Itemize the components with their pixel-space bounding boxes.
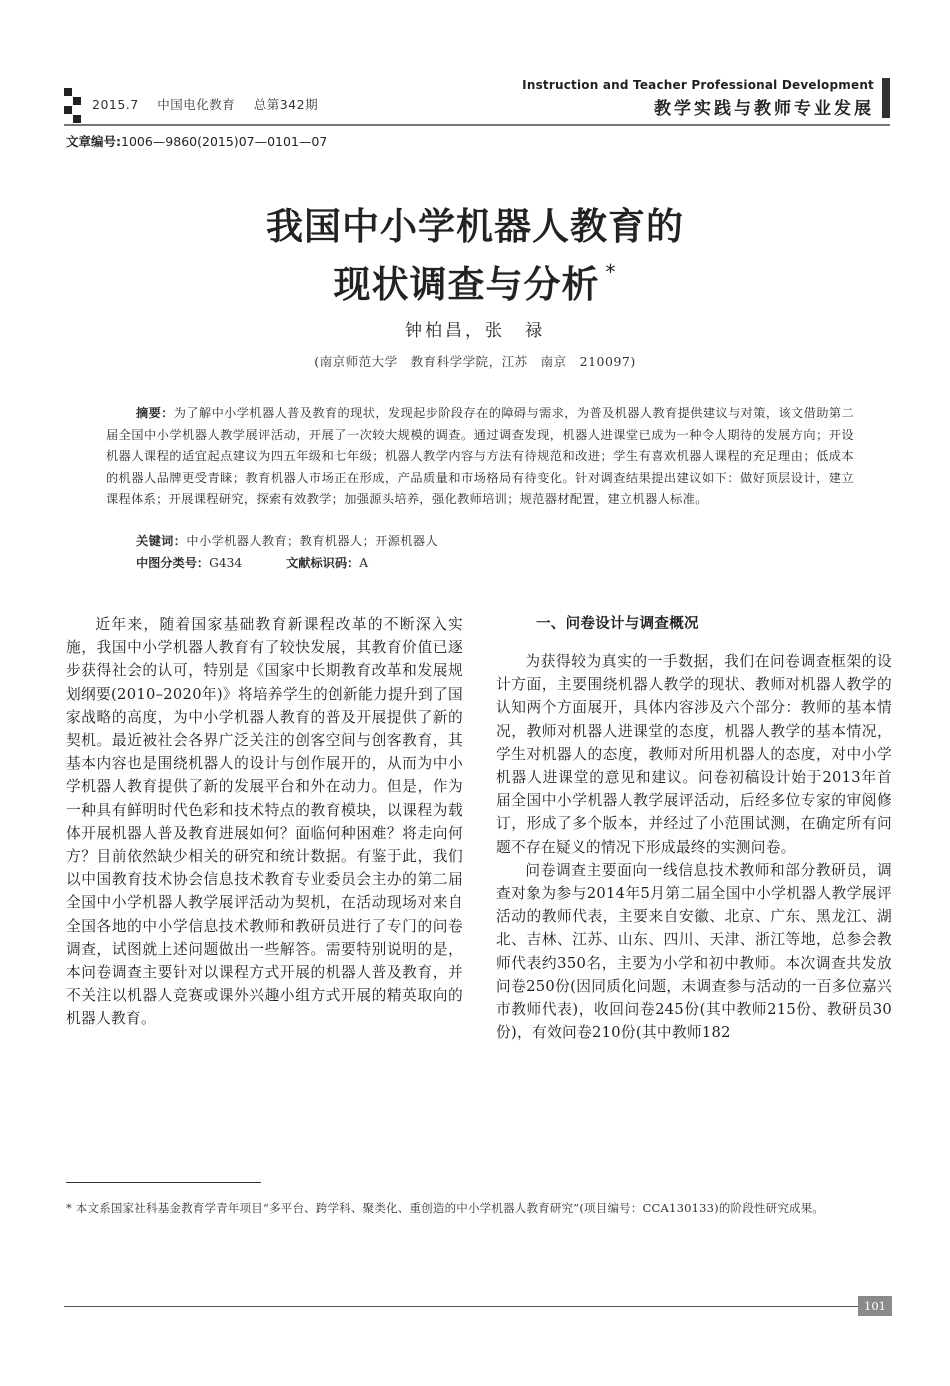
- title-footnote-marker: *: [605, 260, 617, 284]
- abstract-text: 为了解中小学机器人普及教育的现状，发现起步阶段存在的障碍与需求，为普及机器人教育提供建议与对策，该文借助第二届全国中小学机器人教学展评活动，开展了一次较大规模的调查。通过调查发现，机器人进课堂已成为一种令人期待的发展方向；开设机器人课程的适宜起点建议为四五年级和七年级；机器人教学内容与方法有待规范和改进；学生有喜欢机器人课程的充足理由；低成本的机器人品牌更受青睐；教育机器人市场正在形成，产品质量和市场格局有待变化。针对调查结果提出建议如下：做好顶层设计，建立课程体系；开展课程研究，探索有效教学；加强源头培养，强化教师培训；规范器材配置，建立机器人标准。: [106, 406, 854, 507]
- total-issue: 总第342期: [253, 97, 319, 112]
- keywords-text: 中小学机器人教育；教育机器人；开源机器人: [186, 534, 439, 548]
- authors: 钟柏昌，张 禄: [405, 321, 545, 341]
- clc-label: 中图分类号：: [136, 556, 210, 570]
- footer-rule: [64, 1306, 858, 1307]
- header-bar: [882, 78, 890, 118]
- article-title-line1: 我国中小学机器人教育的: [266, 205, 684, 248]
- article-title-line2: [0, 254, 950, 308]
- doc-code-value: A: [359, 556, 369, 570]
- intro-paragraph: 近年来，随着国家基础教育新课程改革的不断深入实施，我国中小学机器人教育有了较快发展，其教育价值已逐步获得社会的认可，特别是《国家中长期教育改革和发展规划纲要(2010–2020年)》将培养学生的创新能力提升到了国家战略的高度，为中小学机器人教育的普及开展提供了新的契机。最近被社会各界广泛关注的创客空间与创客教育，其基本内容也是围绕机器人的设计与创作展开的，从而为中小学机器人教育提供了新的发展平台和外在动力。但是，作为一种具有鲜明时代色彩和技术特点的教育模块，以课程为载体开展机器人普及教育进展如何？面临何种困难？将走向何方？目前依然缺少相关的研究和统计数据。有鉴于此，我们以中国教育技术协会信息技术教育专业委员会主办的第二届全国中小学机器人教学展评活动为契机，在活动现场对来自全国各地的中小学信息技术教师和教研员进行了专门的问卷调查，试图就上述问题做出一些解答。需要特别说明的是，本问卷调查主要针对以课程方式开展的机器人普及教育，并不关注以机器人竞赛或课外兴趣小组方式开展的精英取向的机器人教育。: [66, 616, 463, 1028]
- article-title-text: 现状调查与分析: [333, 263, 600, 306]
- footnote-rule: [66, 1182, 261, 1183]
- body-left-column: [66, 613, 463, 1031]
- article-number: [66, 132, 327, 150]
- column-name-cn: 教学实践与教师专业发展: [654, 99, 874, 119]
- keywords-label: 关键词：: [136, 534, 187, 548]
- footnote: * 本文系国家社科基金教育学青年项目“多平台、跨学科、聚类化、重创造的中小学机器人教育研究”(项目编号：CCA130133)的阶段性研究成果。: [66, 1201, 825, 1215]
- header-rule: [64, 124, 890, 126]
- section-heading: 一、问卷设计与调查概况: [536, 616, 699, 632]
- column-name-en: Instruction and Teacher Professional Development: [522, 78, 874, 92]
- body-paragraph: 问卷调查主要面向一线信息技术教师和部分教研员，调查对象为参与2014年5月第二届全国中小学机器人教学展评活动的教师代表，主要来自安徽、北京、广东、黑龙江、湖北、吉林、江苏、山东、四川、天津、浙江等地，总参会教师代表约350名，主要为小学和初中教师。本次调查共发放问卷250份(因同质化问题，未调查参与活动的一百多位嘉兴市教师代表)，收回问卷245份(其中教师215份、教研员30份)，有效问卷210份(其中教师182: [496, 861, 892, 1042]
- page-number: 101: [858, 1296, 892, 1316]
- article-number-label: 文章编号:: [66, 134, 121, 149]
- clc-value: G434: [209, 556, 243, 570]
- affiliation: (南京师范大学 教育科学学院，江苏 南京 210097): [314, 354, 636, 369]
- journal-name: 中国电化教育: [157, 97, 236, 112]
- abstract-label: 摘要：: [136, 406, 174, 420]
- issue-date: 2015.7: [92, 97, 139, 112]
- abstract: [106, 403, 854, 511]
- doc-code-label: 文献标识码：: [286, 556, 360, 570]
- body-paragraph: 为获得较为真实的一手数据，我们在问卷调查框架的设计方面，主要围绕机器人教学的现状、教师对机器人教学的认知两个方面展开，具体内容涉及六个部分：教师的基本情况，教师对机器人进课堂的态度，机器人教学的基本情况，学生对机器人的态度，教师对所用机器人的态度，对中小学机器人进课堂的意见和建议。问卷初稿设计始于2013年首届全国中小学机器人教学展评活动，后经多位专家的审阅修订，形成了多个版本，并经过了小范围试测，在确定所有问题不存在疑义的情况下形成最终的实测问卷。: [496, 653, 892, 856]
- body-right-column: [496, 613, 892, 1044]
- journal-header: [92, 95, 332, 113]
- column-heading: [522, 78, 874, 119]
- classification: [136, 554, 368, 571]
- article-number-value: 1006—9860(2015)07—0101—07: [121, 134, 328, 149]
- header-decoration-icon: [64, 88, 82, 124]
- keywords: [136, 532, 438, 549]
